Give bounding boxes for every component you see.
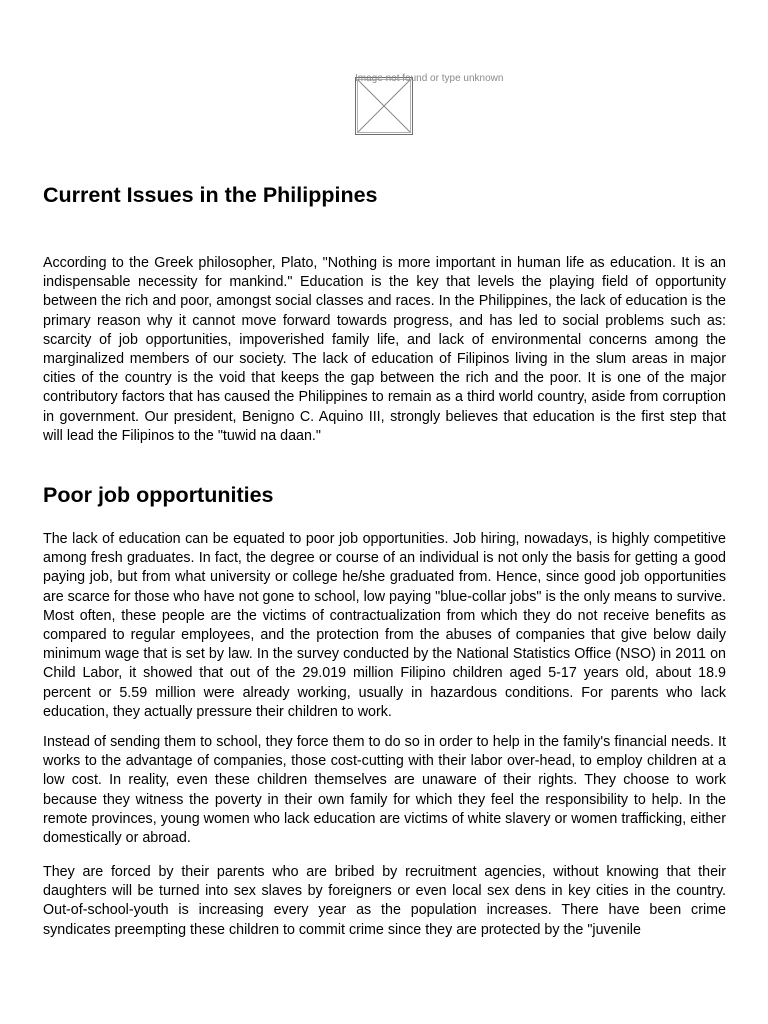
- intro-paragraph: According to the Greek philosopher, Plato, "Nothing is more important in human life as education. It is an indispensable necessity for mankind." Education is the key that levels the playing field of opportunity between the rich and poor, amongst social classes and races. In the Philippines, the lack of education is the primary reason why it cannot move forward towards progress, and has led to social problems such as: scarcity of job opportunities, impoverished family life, and lack of environmental concerns among the marginalized members of our society. The lack of education of Filipinos living in the slum areas in major cities of the country is the void that keeps the gap between the rich and the poor. It is one of the major contributory factors that has caused the Philippines to remain as a third world country, aside from corruption in government. Our president, Benigno C. Aquino III, strongly believes that education is the first step that will lead the Filipinos to the "tuwid na daan.": [43, 255, 726, 444]
- body-paragraph: Instead of sending them to school, they force them to do so in order to help in the family's financial needs. It works to the advantage of companies, those cost-cutting with their labor over-head, to employ children at a low cost. In reality, even these children themselves are unaware of their rights. They choose to work because they witness the poverty in their own family for which they feel the responsibility to help. In the remote provinces, young women who lack education are victims of white slavery or women trafficking, either domestically or abroad.: [43, 734, 726, 847]
- body-paragraph: The lack of education can be equated to poor job opportunities. Job hiring, nowadays, is highly competitive among fresh graduates. In fact, the degree or course of an individual is not only the basis for getting a good paying job, but from what university or college he/she graduated from. Hence, since good job opportunities are scarce for those who have not gone to school, low paying "blue-collar jobs" is the only means to survive. Most often, these people are the victims of contractualization from which they do not receive benefits as compared to regular employees, and the protection from the abuses of companies that give below daily minimum wage that is set by law. In the survey conducted by the National Statistics Office (NSO) in 2011 on Child Labor, it showed that out of the 29.019 million Filipino children aged 5-17 years old, about 18.9 percent or 5.59 million were already working, usually in hazardous conditions. For parents who lack education, they actually pressure their children to work.: [43, 531, 726, 720]
- broken-image-icon: [355, 77, 413, 135]
- section-heading: Poor job opportunities: [43, 483, 274, 507]
- image-alt-text: Image not found or type unknown: [355, 73, 504, 84]
- page-title: Current Issues in the Philippines: [43, 183, 378, 207]
- body-paragraph: They are forced by their parents who are bribed by recruitment agencies, without knowing that their daughters will be turned into sex slaves by foreigners or even local sex dens in key cities in the country. Out-of-school-youth is increasing every year as the population increases. There have been crime syndicates preempting these children to commit crime since they are protected by the "juvenile: [43, 864, 726, 938]
- image-placeholder: [355, 73, 504, 133]
